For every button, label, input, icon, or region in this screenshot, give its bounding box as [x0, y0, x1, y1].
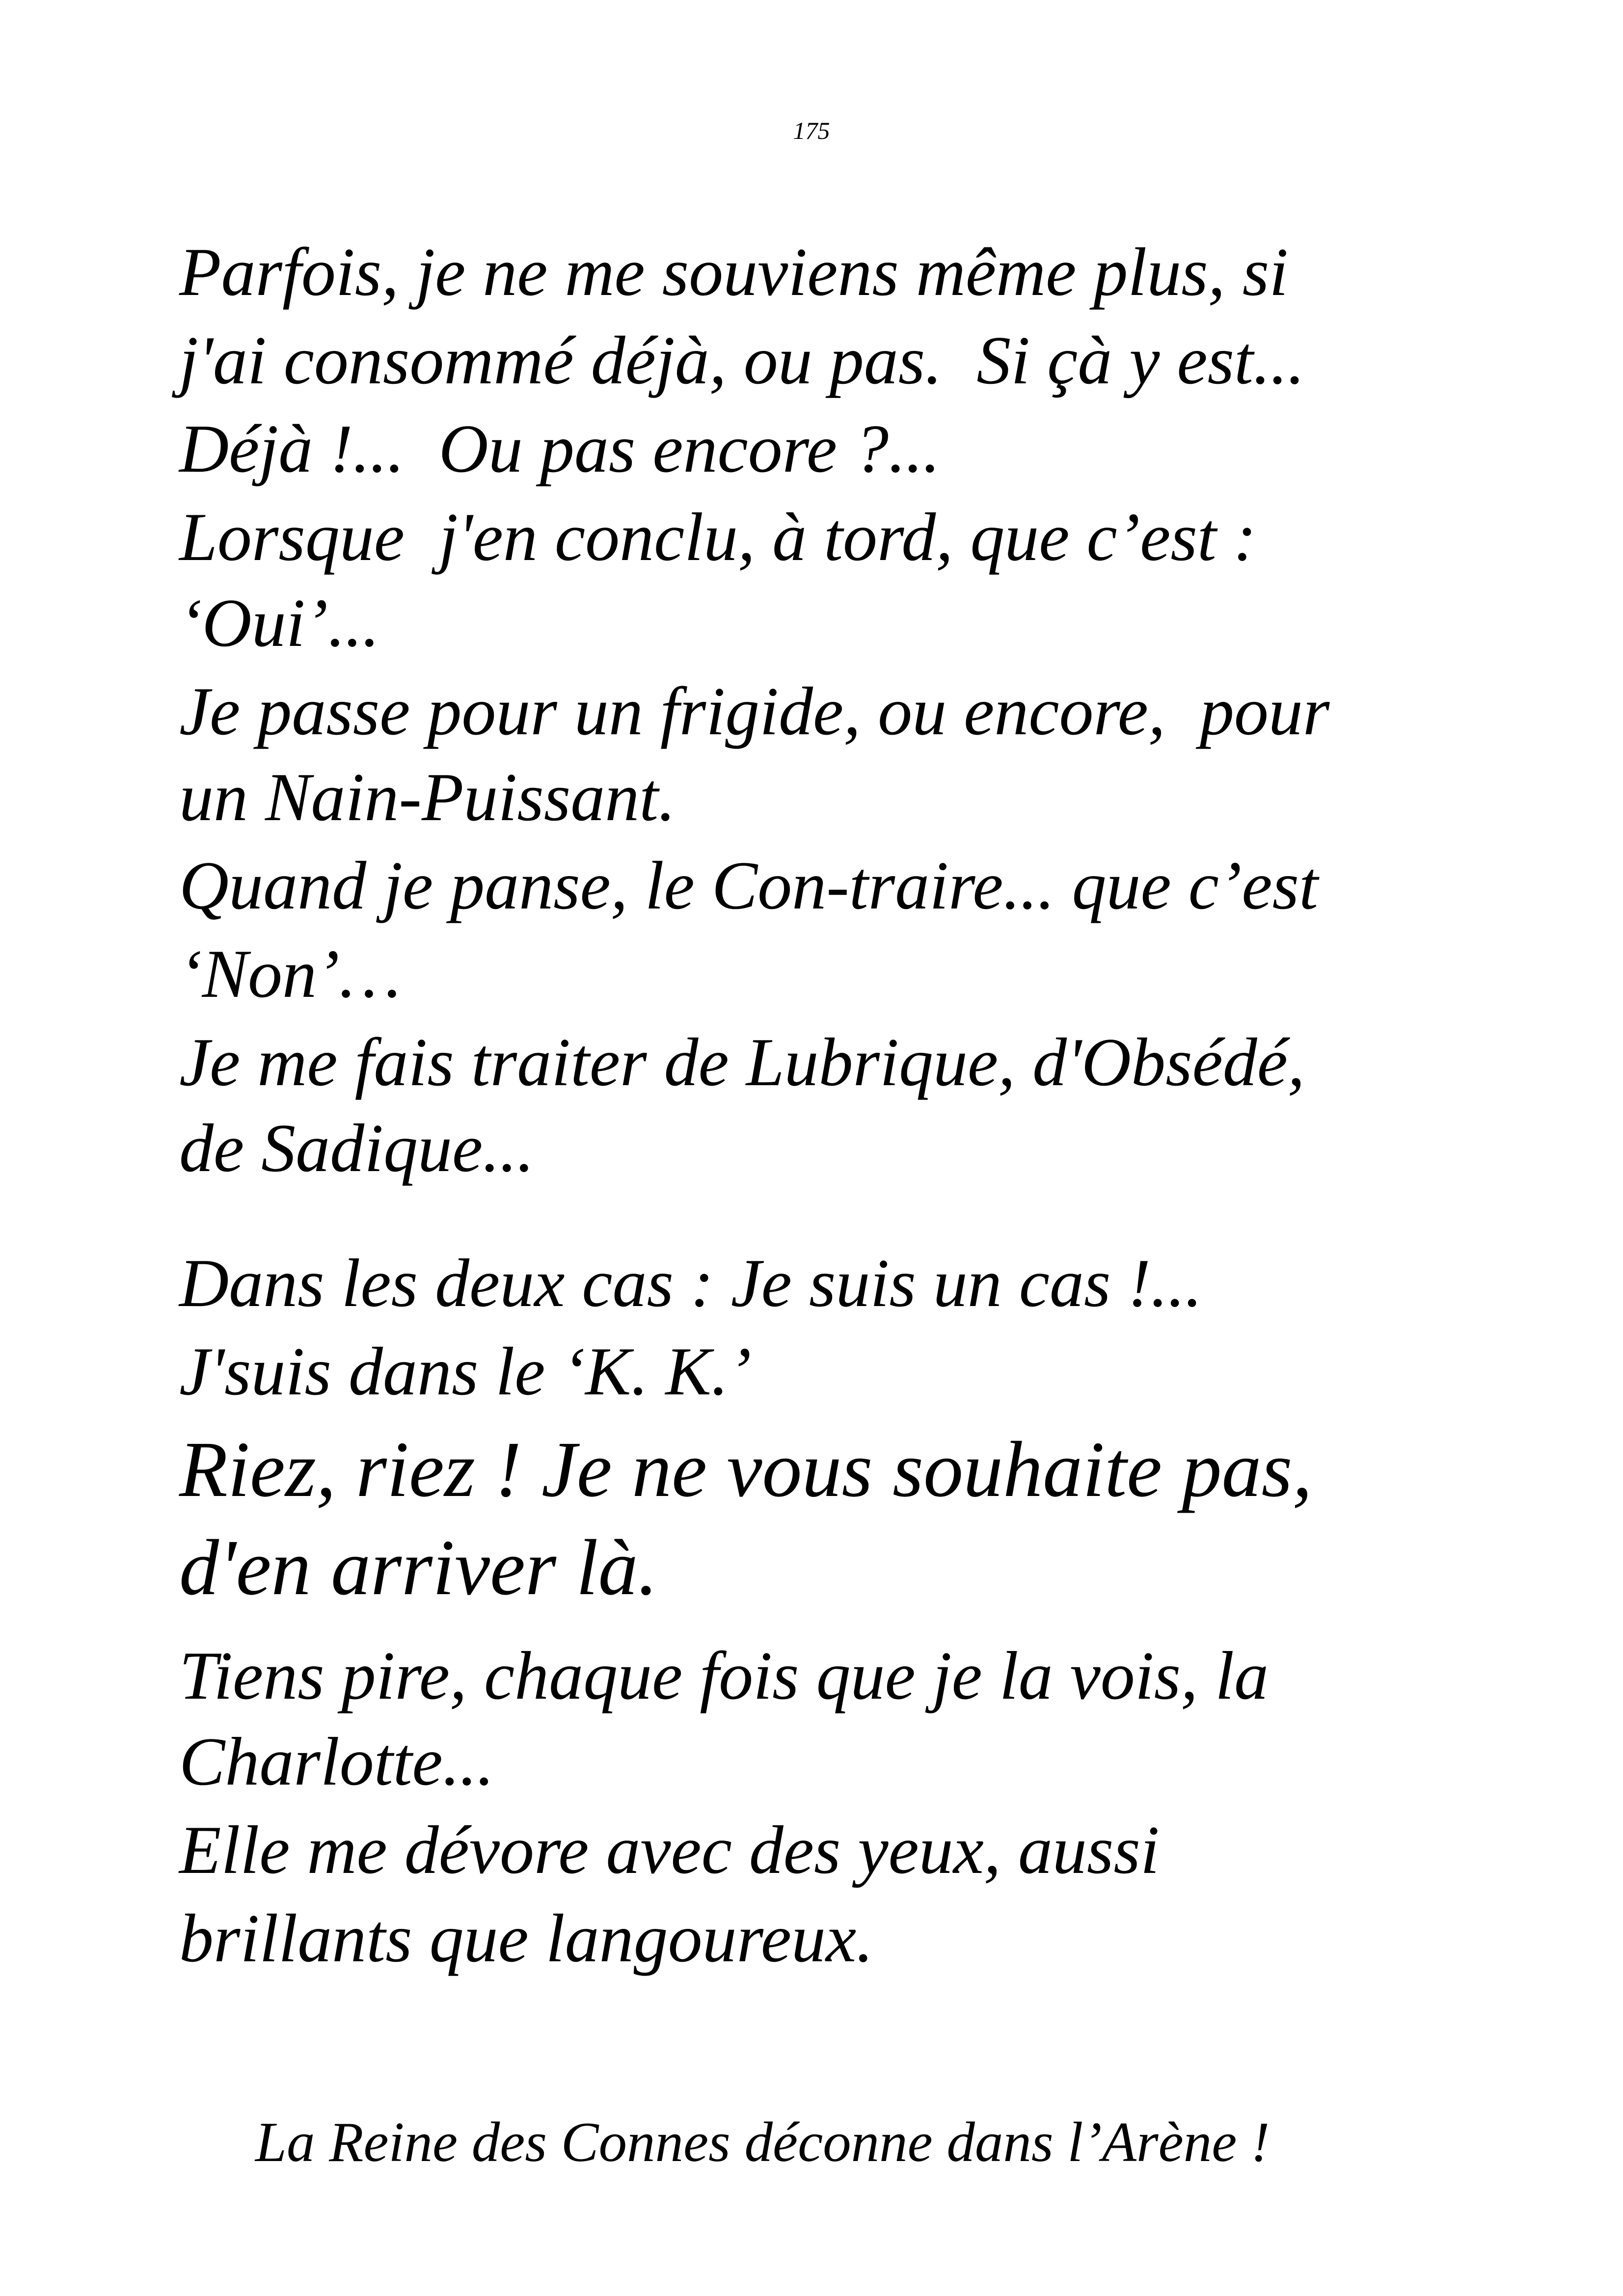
- text-line: j'ai consommé déjà, ou pas. Si çà y est...: [179, 322, 1305, 399]
- text-line: Je me fais traiter de Lubrique, d'Obsédé,: [179, 1024, 1305, 1100]
- text-line: Je passe pour un frigide, ou encore, pour: [179, 673, 1330, 749]
- text-line: ‘Oui’...: [179, 585, 380, 661]
- text-line: Déjà !... Ou pas encore ?...: [179, 411, 941, 487]
- text-line: brillants que langoureux.: [179, 1900, 874, 1976]
- text-line: Elle me dévore avec des yeux, aussi: [179, 1812, 1160, 1888]
- page-number: 175: [793, 117, 830, 144]
- running-footer: La Reine des Connes déconne dans l’Arène !: [255, 2111, 1270, 2173]
- text-line: Quand je panse, le Con-traire... que c’est: [179, 848, 1318, 924]
- text-line: Lorsque j'en conclu, à tord, que c’est :: [179, 499, 1257, 575]
- text-line: Parfois, je ne me souviens même plus, si: [179, 234, 1289, 310]
- text-line: un Nain-Puissant.: [179, 759, 676, 835]
- text-line: J'suis dans le ‘K. K.’: [179, 1334, 752, 1410]
- text-line: d'en arriver là.: [179, 1524, 658, 1612]
- text-line: Riez, riez ! Je ne vous souhaite pas,: [179, 1426, 1313, 1514]
- text-line: Tiens pire, chaque fois que je la vois, la: [179, 1638, 1269, 1714]
- text-line: ‘Non’…: [179, 936, 401, 1012]
- text-line: de Sadique...: [179, 1110, 535, 1186]
- text-line: Dans les deux cas : Je suis un cas !...: [179, 1245, 1203, 1321]
- text-line: Charlotte...: [179, 1724, 494, 1800]
